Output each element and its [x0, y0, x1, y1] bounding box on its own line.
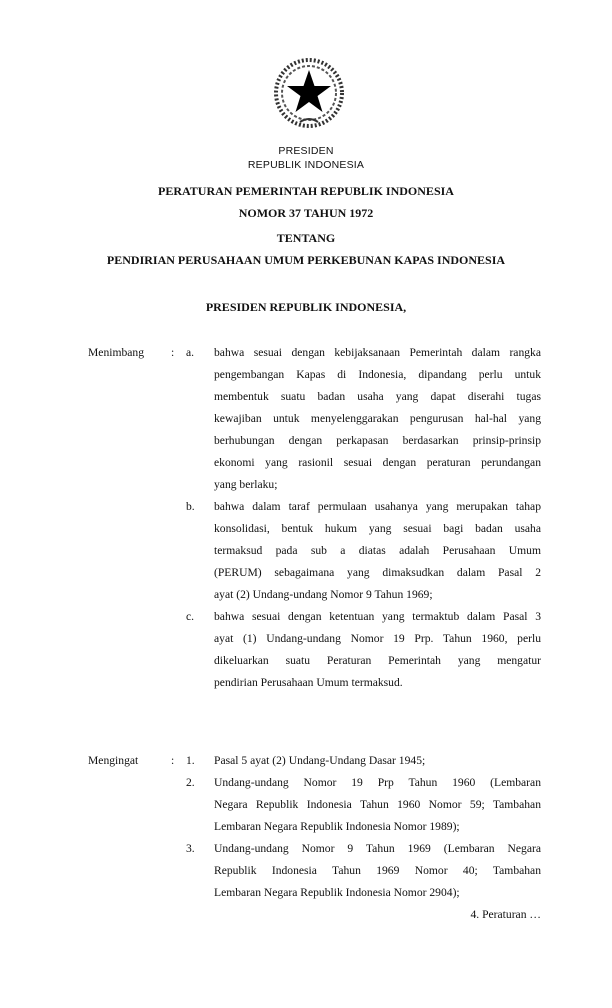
text-line: bahwa sesuai dengan kebijaksanaan Pemerintah dalam rangka [214, 346, 541, 359]
text-line: membentuk suatu badan usaha yang dapat diserahi tugas [214, 390, 541, 403]
text-line: dikeluarkan suatu Peraturan Pemerintah yang mengatur [214, 654, 541, 667]
page-continuation: 4. Peraturan … [470, 908, 541, 921]
presidential-emblem-icon [272, 56, 346, 130]
text-line: ayat (2) Undang-undang Nomor 9 Tahun 1969; [214, 588, 433, 601]
text-line: Republik Indonesia Tahun 1969 Nomor 40; Tambahan [214, 864, 541, 877]
title-line-1: PERATURAN PEMERINTAH REPUBLIK INDONESIA [158, 184, 454, 198]
title-subject: PENDIRIAN PERUSAHAAN UMUM PERKEBUNAN KAPAS INDONESIA [106, 253, 506, 267]
item-text [214, 342, 541, 496]
item-number: b. [186, 500, 195, 513]
item-text [214, 496, 541, 606]
title-president: PRESIDEN REPUBLIK INDONESIA, [205, 300, 407, 314]
menimbang-label: Menimbang [88, 346, 145, 359]
text-line: Negara Republik Indonesia Tahun 1960 Nomor 59; Tambahan [214, 798, 541, 811]
text-line: pendirian Perusahaan Umum termaksud. [214, 676, 403, 689]
text-line: pengembangan Kapas di Indonesia, dipandang perlu untuk [214, 368, 541, 381]
item-text [214, 750, 541, 772]
text-line: ayat (1) Undang-undang Nomor 19 Prp. Tahun 1960, perlu [214, 632, 541, 645]
text-line: yang berlaku; [214, 478, 278, 491]
item-number: 1. [186, 754, 195, 767]
text-line: Undang-undang Nomor 9 Tahun 1969 (Lembaran Negara [214, 842, 541, 855]
item-text [214, 838, 541, 904]
header-line-2: REPUBLIK INDONESIA [247, 159, 365, 171]
text-line: bahwa sesuai dengan ketentuan yang termaktub dalam Pasal 3 [214, 610, 541, 623]
mengingat-colon: : [171, 754, 175, 767]
text-line: Lembaran Negara Republik Indonesia Nomor 2904); [214, 886, 460, 899]
text-line: termaksud pada sub a diatas adalah Perusahaan Umum [214, 544, 541, 557]
text-line: (PERUM) sebagaimana yang dimaksudkan dalam Pasal 2 [214, 566, 541, 579]
mengingat-label: Mengingat [88, 754, 139, 767]
text-line: kewajiban untuk menyelenggarakan pengurusan hal-hal yang [214, 412, 541, 425]
item-text [214, 772, 541, 838]
text-line: Undang-undang Nomor 19 Prp Tahun 1960 (Lembaran [214, 776, 541, 789]
menimbang-colon: : [171, 346, 175, 359]
text-line: berhubungan dengan perkapasan berdasarkan prinsip-prinsip [214, 434, 541, 447]
item-number: 3. [186, 842, 195, 855]
item-text [214, 606, 541, 694]
header-line-1: PRESIDEN [278, 145, 334, 157]
item-number: 2. [186, 776, 195, 789]
text-line: bahwa dalam taraf permulaan usahanya yang merupakan tahap [214, 500, 541, 513]
text-line: konsolidasi, bentuk hukum yang sesuai bagi badan usaha [214, 522, 541, 535]
title-tentang: TENTANG [276, 231, 336, 245]
item-number: a. [186, 346, 195, 359]
text-line: Pasal 5 ayat (2) Undang-Undang Dasar 1945; [214, 754, 426, 767]
text-line: ekonomi yang rasionil sesuai dengan peraturan perundangan [214, 456, 541, 469]
item-number: c. [186, 610, 195, 623]
text-line: Lembaran Negara Republik Indonesia Nomor 1989); [214, 820, 460, 833]
title-number: NOMOR 37 TAHUN 1972 [238, 206, 374, 220]
